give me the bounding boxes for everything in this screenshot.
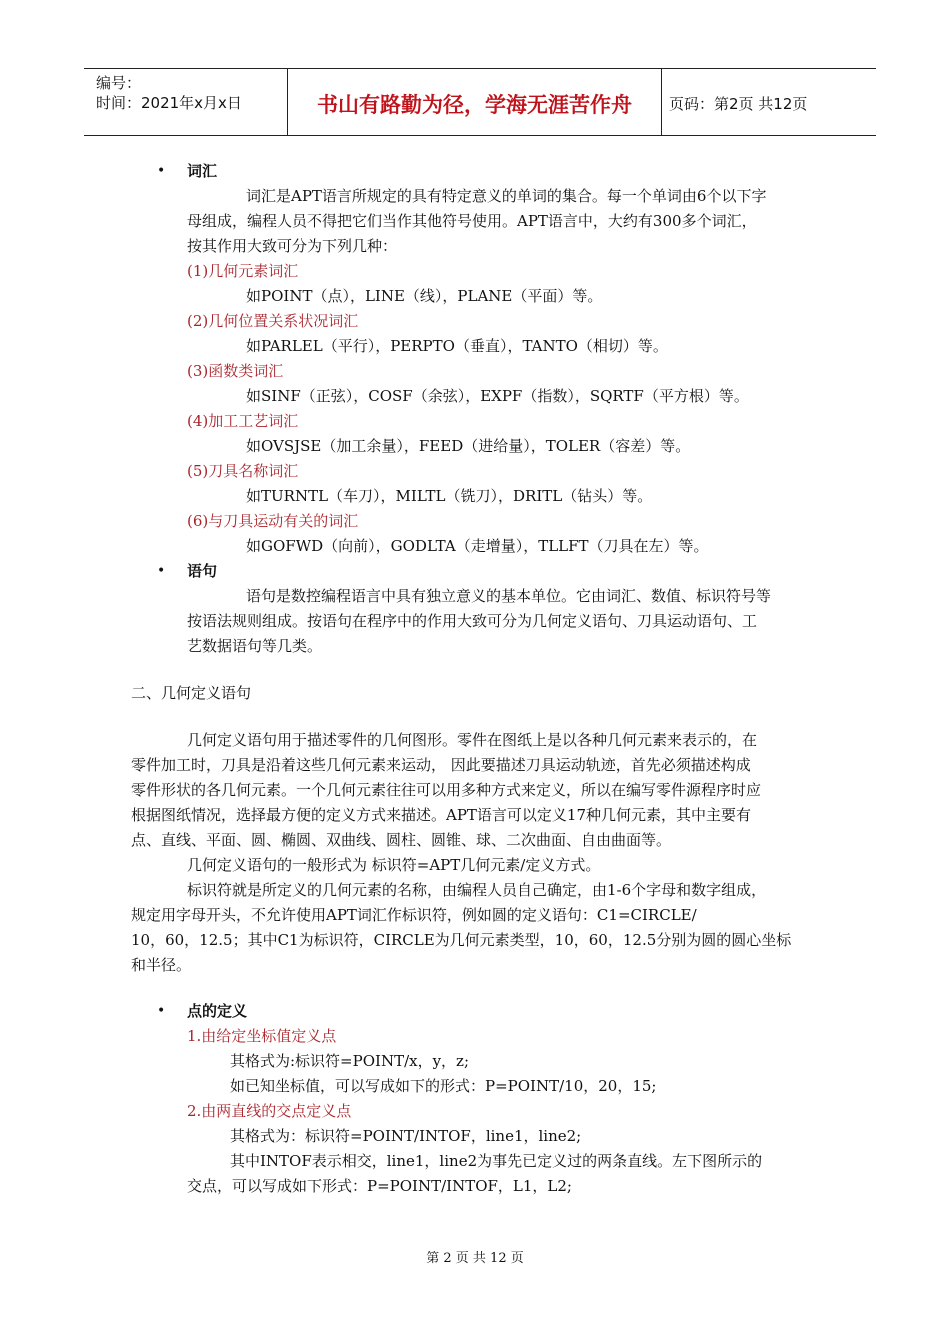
vocab-example: 如PARLEL（平行），PERPTO（垂直），TANTO（相切）等。: [246, 337, 668, 355]
paragraph-line: 按语法规则组成。按语句在程序中的作用大致可分为几何定义语句、刀具运动语句、工: [187, 612, 758, 630]
page-header: [84, 68, 876, 136]
paragraph-line: 母组成，编程人员不得把它们当作其他符号使用。APT语言中，大约有300多个词汇，: [187, 212, 757, 230]
paragraph-line: 几何定义语句的一般形式为 标识符=APT几何元素/定义方式。: [187, 856, 601, 874]
section-title-point: 点的定义: [187, 1002, 248, 1020]
page-info: 页码：第2页 共12页: [669, 95, 808, 113]
vocab-example: 如SINF（正弦），COSF（余弦），EXPF（指数），SQRTF（平方根）等。: [246, 387, 749, 405]
paragraph-line: 按其作用大致可分为下列几种：: [187, 237, 398, 255]
vocab-heading: (5)刀具名称词汇: [187, 462, 299, 480]
vocab-heading: (1)几何元素词汇: [187, 262, 299, 280]
point-subheading: 1.由给定坐标值定义点: [187, 1027, 337, 1045]
paragraph-line: 语句是数控编程语言中具有独立意义的基本单位。它由词汇、数值、标识符号等: [246, 587, 772, 605]
header-left-cell: [84, 69, 287, 135]
vocab-heading: (6)与刀具运动有关的词汇: [187, 512, 359, 530]
paragraph-line: 零件形状的各几何元素。一个几何元素往往可以用多种方式来定义，所以在编写零件源程序时应: [131, 781, 762, 799]
header-right-cell: [661, 69, 876, 135]
paragraph-line: 其格式为：标识符=POINT/INTOF，line1，line2;: [230, 1127, 582, 1145]
bullet-icon: •: [157, 563, 166, 579]
paragraph-line: 如已知坐标值，可以写成如下的形式：P=POINT/10，20，15;: [230, 1077, 657, 1095]
number-label: 编号：: [96, 74, 142, 92]
section-title-sentence: 语句: [187, 562, 218, 580]
paragraph-line: 点、直线、平面、圆、椭圆、双曲线、圆柱、圆锥、球、二次曲面、自由曲面等。: [131, 831, 672, 849]
bullet-icon: •: [157, 1003, 166, 1019]
vocab-example: 如POINT（点），LINE（线），PLANE（平面）等。: [246, 287, 603, 305]
paragraph-line: 词汇是APT语言所规定的具有特定意义的单词的集合。每一个单词由6个以下字: [246, 187, 767, 205]
vocab-example: 如TURNTL（车刀），MILTL（铣刀），DRITL（钻头）等。: [246, 487, 653, 505]
paragraph-line: 其格式为:标识符=POINT/x，y，z;: [230, 1052, 470, 1070]
motto-text: 书山有路勤为径，学海无涯苦作舟: [317, 93, 632, 117]
paragraph-line: 零件加工时，刀具是沿着这些几何元素来运动， 因此要描述刀具运动轨迹，首先必须描述构成: [131, 756, 751, 774]
section-title-geom: 二、几何定义语句: [131, 684, 252, 702]
paragraph-line: 10，60，12.5；其中C1为标识符，CIRCLE为几何元素类型，10，60，12.5分别为圆的圆心坐标: [131, 931, 792, 949]
paragraph-line: 标识符就是所定义的几何元素的名称，由编程人员自己确定，由1-6个字母和数字组成，: [187, 881, 767, 899]
vocab-example: 如OVSJSE（加工余量），FEED（进给量），TOLER（容差）等。: [246, 437, 691, 455]
bullet-icon: •: [157, 163, 166, 179]
point-subheading: 2.由两直线的交点定义点: [187, 1102, 352, 1120]
paragraph-line: 几何定义语句用于描述零件的几何图形。零件在图纸上是以各种几何元素来表示的，在: [187, 731, 758, 749]
time-label: 时间：2021年x月x日: [96, 94, 242, 112]
paragraph-line: 其中INTOF表示相交，line1，line2为事先已定义过的两条直线。左下图所示的: [230, 1152, 763, 1170]
header-motto-cell: [287, 69, 662, 135]
paragraph-line: 规定用字母开头，不允许使用APT词汇作标识符，例如圆的定义语句：C1=CIRCLE/: [131, 906, 697, 924]
paragraph-line: 艺数据语句等几类。: [187, 637, 323, 655]
paragraph-line: 和半径。: [131, 956, 192, 974]
vocab-example: 如GOFWD（向前），GODLTA（走增量），TLLFT（刀具在左）等。: [246, 537, 709, 555]
page-footer: 第 2 页 共 12 页: [426, 1251, 524, 1266]
vocab-heading: (3)函数类词汇: [187, 362, 284, 380]
vocab-heading: (4)加工工艺词汇: [187, 412, 299, 430]
section-title-vocab: 词汇: [187, 162, 218, 180]
paragraph-line: 交点，可以写成如下形式：P=POINT/INTOF，L1，L2;: [187, 1177, 572, 1195]
vocab-heading: (2)几何位置关系状况词汇: [187, 312, 359, 330]
paragraph-line: 根据图纸情况，选择最方便的定义方式来描述。APT语言可以定义17种几何元素，其中主要有: [131, 806, 752, 824]
